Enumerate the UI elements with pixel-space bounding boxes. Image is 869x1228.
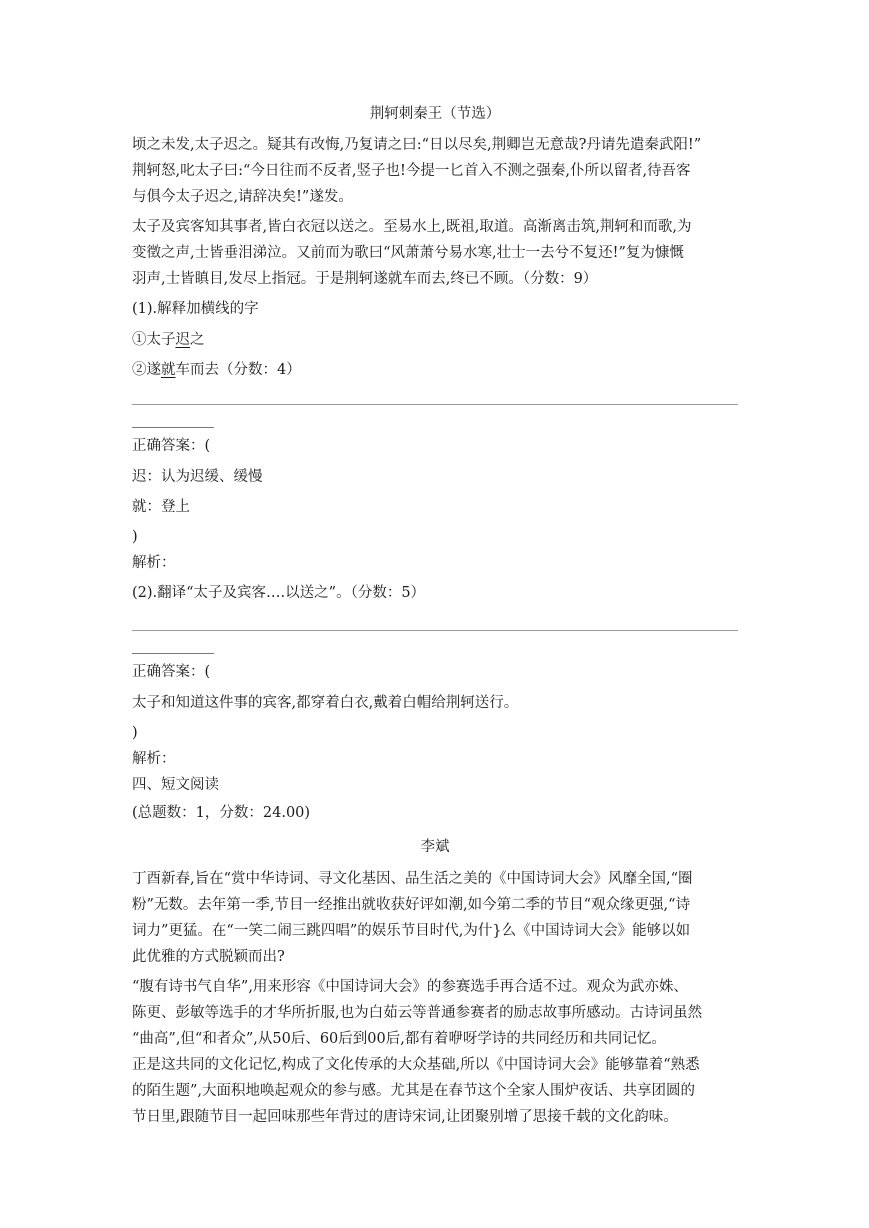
section-meta: (总题数：1，分数：24.00) [132,805,311,821]
underlined-char: 迟 [175,332,190,348]
question1-prompt: (1).解释加横线的字 [132,301,259,317]
analysis-label: 解析： [132,555,176,571]
answer-close: ) [132,725,138,741]
passage-line: 羽声,士皆瞋目,发尽上指冠。于是荆轲遂就车而去,终已不顾。（分数：9） [132,271,598,287]
paragraph-line: “曲高”,但“和者众”,从50后、60后到00后,都有着咿呀学诗的共同经历和共同记忆。 [132,1031,666,1047]
answer-label: 正确答案：( [132,438,211,454]
paragraph-line: 丁酉新春,旨在“赏中华诗词、寻文化基因、品生活之美的《中国诗词大会》风靡全国,“圈 [132,871,693,887]
passage-line: 荆轲怒,叱太子曰:“今日往而不反者,竖子也!今提一匕首入不测之强秦,仆所以留者,待吾客 [132,163,691,179]
paragraph-line: 节日里,跟随节目一起回味那些年背过的唐诗宋词,让团聚别增了思接千载的文化韵味。 [132,1109,678,1125]
answer-line: 迟：认为迟缓、缓慢 [132,469,263,485]
paragraph-line: 的陌生题”,大面积地唤起观众的参与感。尤其是在春节这个全家人围炉夜话、共享团圆的 [132,1083,696,1099]
question1-item1 [132,327,738,353]
article-author: 李斌 [420,839,450,855]
answer-line: 太子和知道这件事的宾客,都穿着白衣,戴着白帽给荆轲送行。 [132,695,519,711]
question1-item2 [132,357,738,383]
passage-line: 顷之未发,太子迟之。疑其有改悔,乃复请之曰:“日以尽矣,荆卿岂无意哉?丹请先遣秦武阳!” [132,137,702,153]
analysis-label: 解析： [132,751,176,767]
passage-line: 太子及宾客知其事者,皆白衣冠以送之。至易水上,既祖,取道。高渐离击筑,荆轲和而歌,为 [132,219,692,235]
passage-line: 变徵之声,士皆垂泪涕泣。又前而为歌曰“风萧萧兮易水寒,壮士一去兮不复还!”复为慷慨 [132,245,684,261]
paragraph-line: 正是这共同的文化记忆,构成了文化传承的大众基础,所以《中国诗词大会》能够靠着“熟悉 [132,1057,700,1073]
answer-short-rule [132,653,214,654]
answer-line: 就：登上 [132,499,190,515]
paragraph-line: 陈更、彭敏等选手的才华所折服,也为白茹云等普通参赛者的励志故事所感动。古诗词虽然 [132,1005,703,1021]
answer-divider [132,630,738,631]
answer-divider [132,404,738,405]
passage-title: 荆轲刺秦王（节选） [369,106,501,122]
answer-close: ) [132,529,138,545]
passage-line: 与俱今太子迟之,请辞决矣!”遂发。 [132,189,353,205]
paragraph-line: 词力”更猛。在“一笑二闹三跳四唱”的娱乐节目时代,为什}么《中国诗词大会》能够以如 [132,923,691,939]
item1-suffix: 之 [190,332,205,348]
item1-prefix: ①太子 [132,332,176,348]
section-heading: 四、短文阅读 [132,777,219,793]
answer-short-rule [132,427,214,428]
answer-label: 正确答案：( [132,664,211,680]
paragraph-line: “腹有诗书气自华”,用来形容《中国诗词大会》的参赛选手再合适不过。观众为武亦姝、 [132,979,688,995]
item2-suffix: 车而去（分数：4） [175,362,301,378]
underlined-char: 就 [161,362,176,378]
paragraph-line: 粉”无数。去年第一季,节目一经推出就收获好评如潮,如今第二季的节目“观众缘更强,“诗 [132,897,691,913]
item2-prefix: ②遂 [132,362,161,378]
paragraph-line: 此优雅的方式脱颖而出? [132,949,285,965]
question2-prompt: (2).翻译“太子及宾客….以送之”。（分数：5） [132,585,426,601]
